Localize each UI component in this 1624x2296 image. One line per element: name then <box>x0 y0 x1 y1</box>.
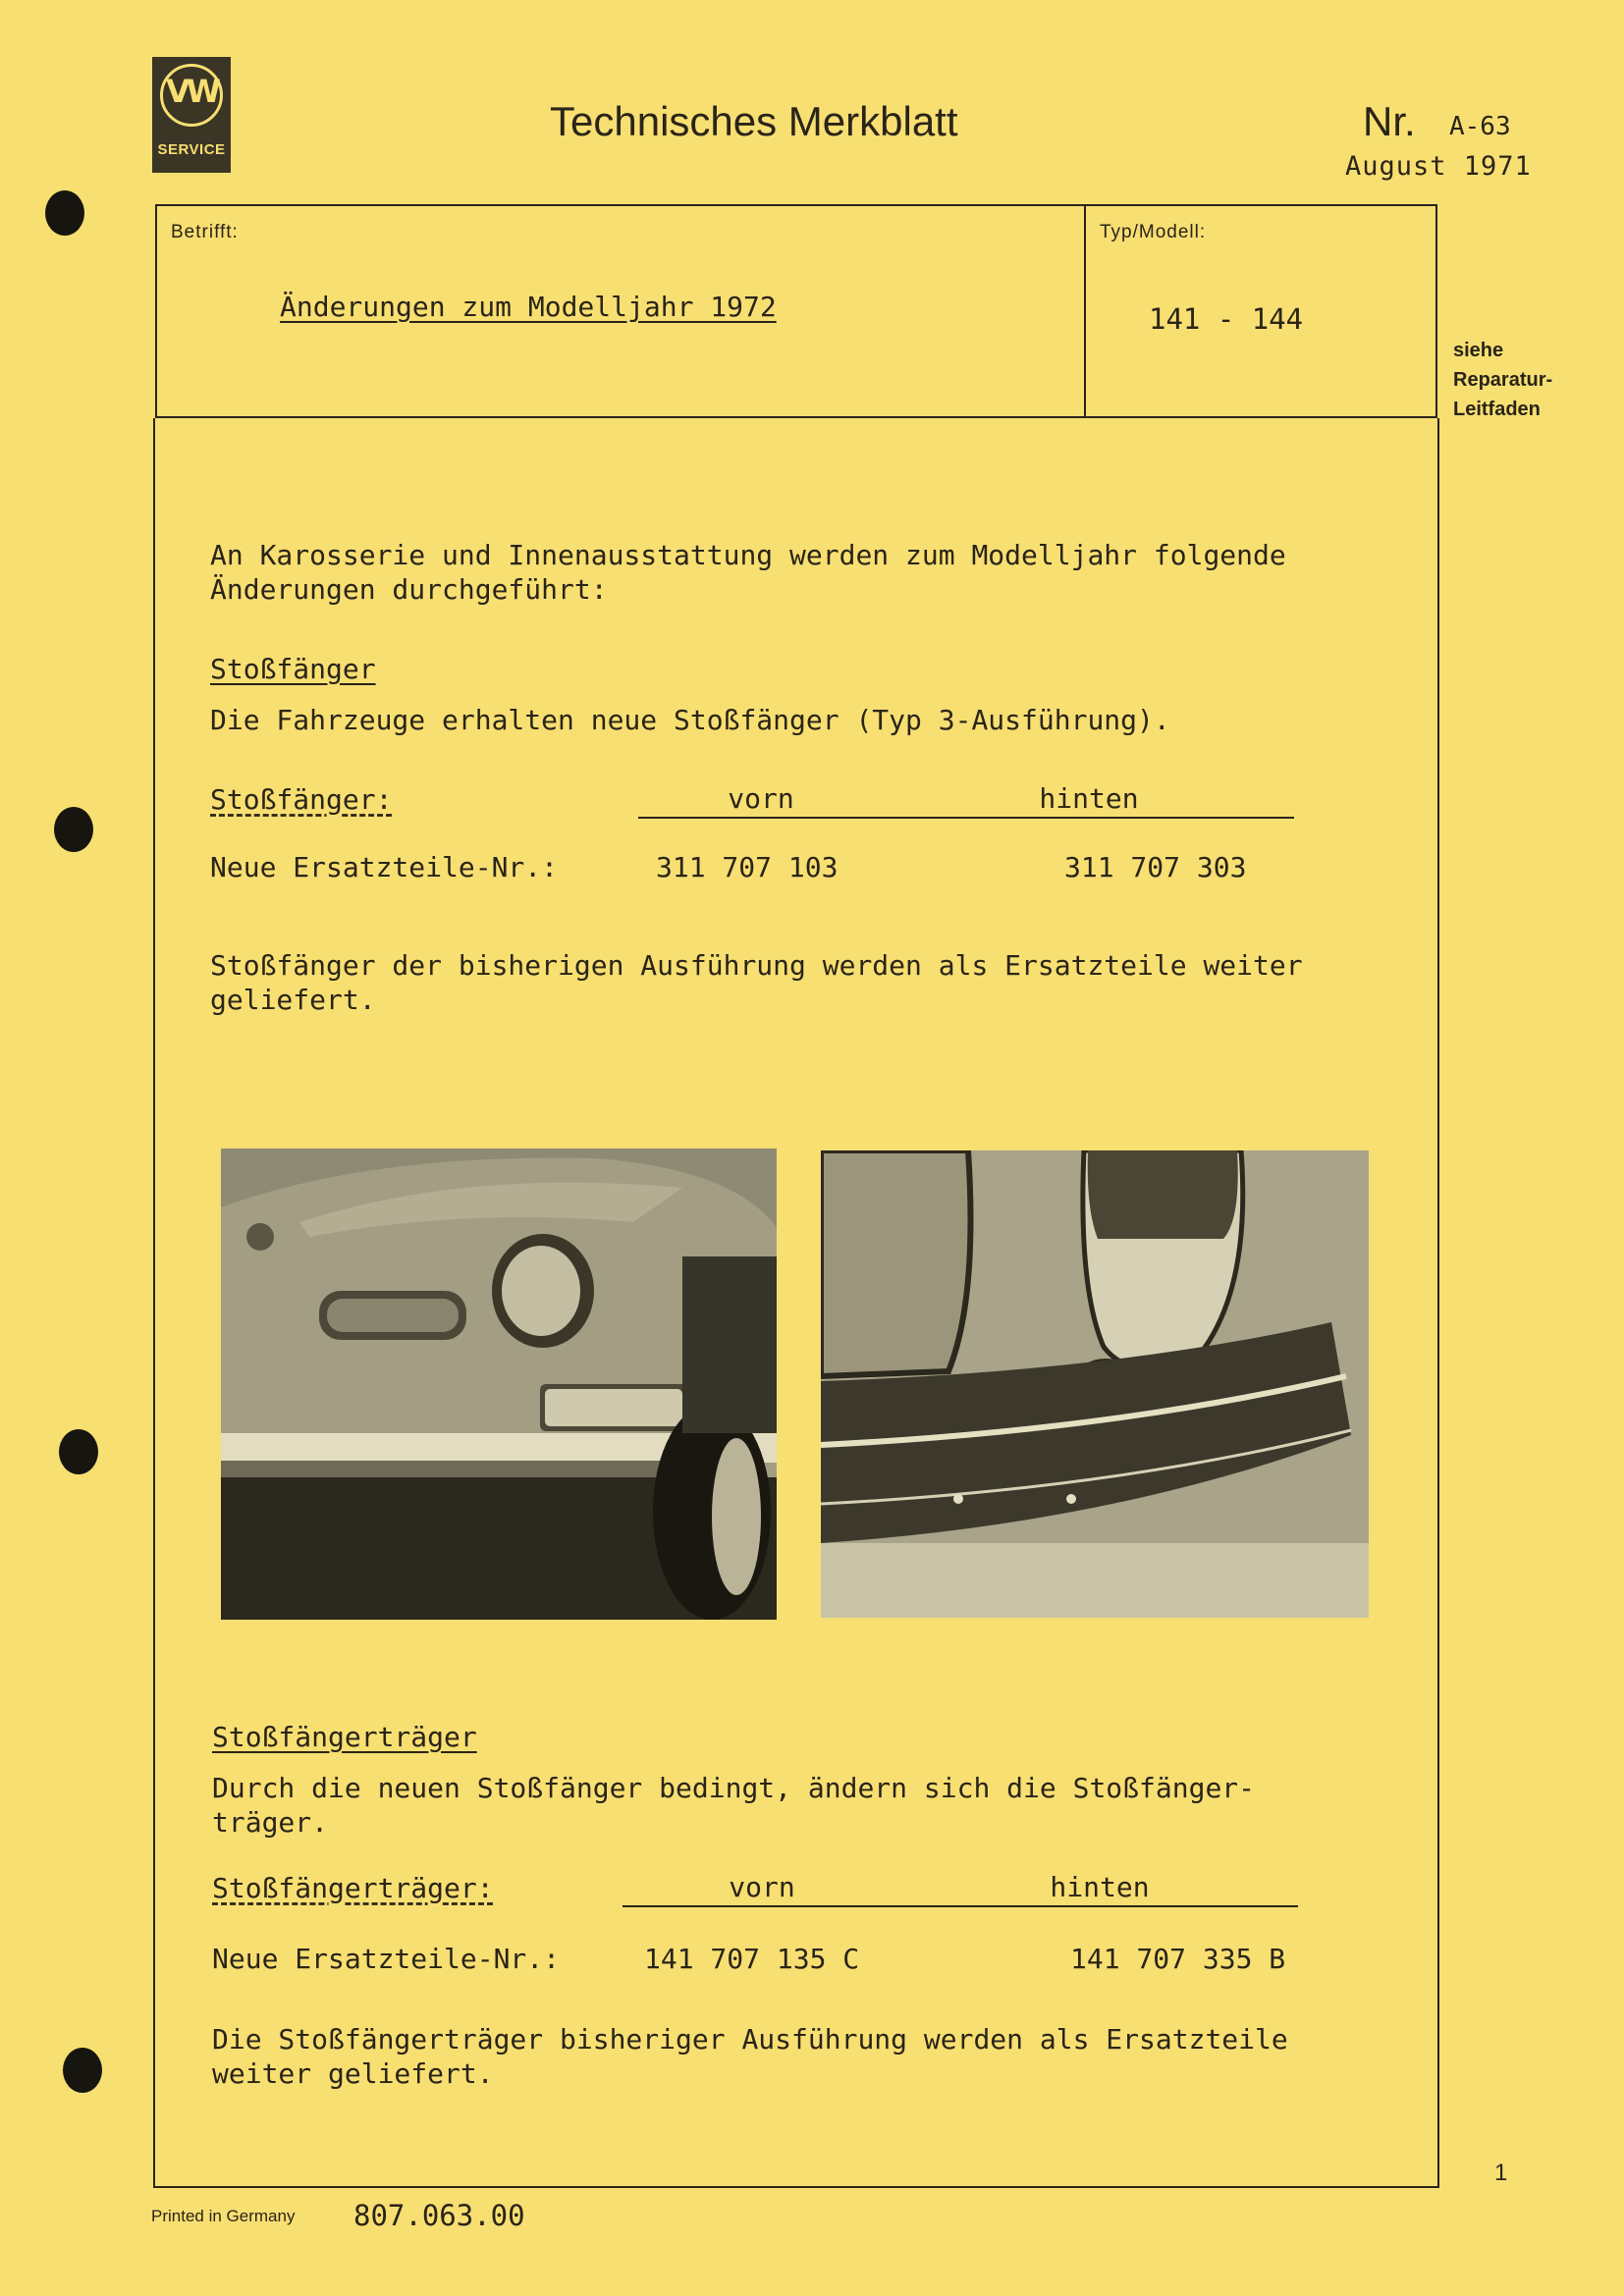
parts-row-label: Neue Ersatzteile-Nr.: <box>212 1943 561 1975</box>
betrifft-label: Betrifft: <box>171 222 239 242</box>
vw-logo-text: VW <box>165 73 218 110</box>
intro-paragraph <box>210 538 1286 607</box>
column-header-rear: hinten <box>901 1871 1298 1907</box>
frame-line-left <box>153 418 155 2188</box>
front-bumper-illustration <box>221 1148 777 1620</box>
intro-line: An Karosserie und Innenausstattung werden zum Modelljahr folgende <box>210 539 1286 571</box>
punch-hole <box>59 1429 98 1474</box>
service-label: SERVICE <box>157 141 226 158</box>
section-text <box>212 1771 1255 1840</box>
side-note-line: Reparatur- <box>1453 369 1553 391</box>
note-line: Stoßfänger der bisherigen Ausführung werden als Ersatzteile weiter <box>210 949 1303 982</box>
frame-line-right <box>1437 418 1439 2188</box>
column-header-front: vorn <box>638 782 884 819</box>
side-note-line: siehe <box>1453 340 1504 361</box>
parts-table-label: Stoßfängerträger: <box>212 1872 494 1904</box>
rear-part-number: 311 707 303 <box>1064 851 1247 883</box>
document-code: 807.063.00 <box>353 2199 525 2232</box>
vw-service-logo <box>152 57 231 173</box>
parts-row-label: Neue Ersatzteile-Nr.: <box>210 851 559 883</box>
punch-hole <box>45 190 84 236</box>
document-date: August 1971 <box>1345 151 1532 182</box>
note-line: Die Stoßfängerträger bisheriger Ausführung werden als Ersatzteile <box>212 2023 1288 2056</box>
section-note <box>212 2022 1288 2091</box>
front-bumper-photo <box>221 1148 777 1620</box>
side-note <box>1453 336 1552 424</box>
typ-modell-label: Typ/Modell: <box>1100 222 1207 242</box>
section-text: Die Fahrzeuge erhalten neue Stoßfänger (Typ 3-Ausführung). <box>210 704 1170 736</box>
rear-part-number: 141 707 335 B <box>1070 1943 1286 1975</box>
punch-hole <box>54 807 93 852</box>
punch-hole <box>63 2048 102 2093</box>
side-note-line: Leitfaden <box>1453 399 1541 420</box>
number-value: A-63 <box>1449 112 1511 141</box>
front-part-number: 141 707 135 C <box>644 1943 860 1975</box>
section-heading-stossfaenger: Stoßfänger <box>210 653 376 685</box>
column-header-rear: hinten <box>884 782 1294 819</box>
intro-line: Änderungen durchgeführt: <box>210 573 608 606</box>
section-note <box>210 948 1303 1017</box>
text-line: Durch die neuen Stoßfänger bedingt, ändern sich die Stoßfänger- <box>212 1772 1256 1804</box>
number-label: Nr. <box>1363 98 1416 144</box>
betrifft-value: Änderungen zum Modelljahr 1972 <box>280 291 777 323</box>
frame-line-bottom <box>153 2186 1439 2188</box>
printed-in-label: Printed in Germany <box>151 2207 296 2225</box>
text-line: träger. <box>212 1806 329 1839</box>
rear-bumper-illustration <box>821 1150 1369 1618</box>
typ-modell-value: 141 - 144 <box>1149 302 1304 336</box>
document-title: Technisches Merkblatt <box>550 98 958 144</box>
column-header-front: vorn <box>623 1871 901 1907</box>
note-line: weiter geliefert. <box>212 2057 494 2090</box>
parts-table-label: Stoßfänger: <box>210 783 393 816</box>
page-number: 1 <box>1494 2160 1508 2186</box>
section-heading-stossfaengertraeger: Stoßfängerträger <box>212 1721 477 1753</box>
note-line: geliefert. <box>210 984 376 1016</box>
subject-box <box>155 204 1437 418</box>
front-part-number: 311 707 103 <box>656 851 839 883</box>
box-divider <box>1084 206 1086 416</box>
rear-bumper-photo <box>821 1150 1369 1618</box>
